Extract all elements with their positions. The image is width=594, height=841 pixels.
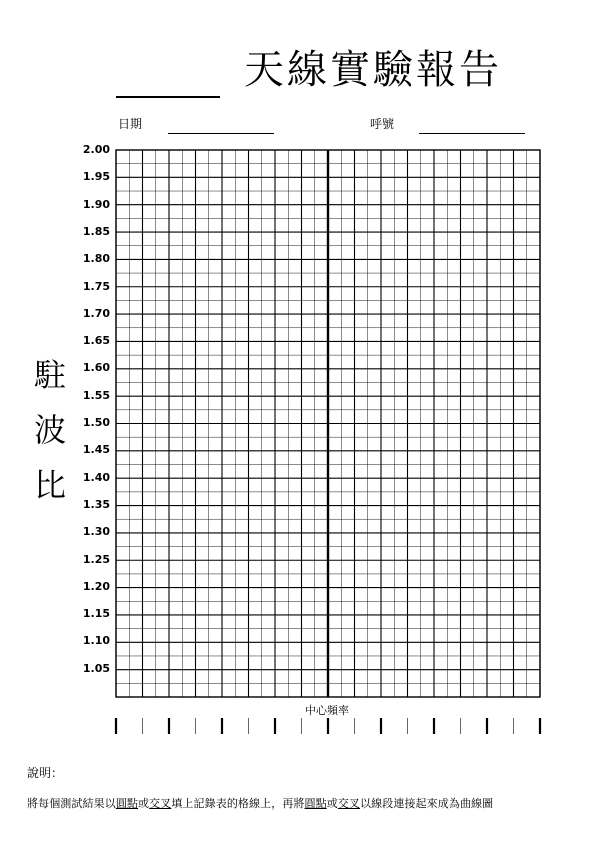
notes-emphasis: 交叉 <box>337 797 361 810</box>
notes-label: 說明： <box>27 766 64 780</box>
notes-emphasis: 圓點 <box>115 797 139 810</box>
notes-fragment: 以線段連接起來成為曲線圖 <box>360 797 494 810</box>
y-tick-label: 1.60 <box>82 361 110 375</box>
page-title: 天線實驗報告 <box>244 47 502 93</box>
y-tick-label: 1.75 <box>82 279 110 293</box>
y-tick-label: 1.05 <box>82 661 110 675</box>
y-tick-label: 1.15 <box>82 607 110 621</box>
y-tick-label: 1.40 <box>82 470 110 484</box>
y-tick-label: 1.35 <box>82 497 110 511</box>
y-tick-label: 1.30 <box>82 525 110 539</box>
y-axis-label-char: 駐 <box>33 356 66 394</box>
notes-fragment: 將每個測試結果以 <box>27 797 116 810</box>
callsign-label: 呼號 <box>370 117 395 131</box>
date-label: 日期 <box>118 117 143 131</box>
y-axis-label-char: 波 <box>33 411 66 449</box>
notes-fragment: 或 <box>138 797 150 810</box>
y-tick-label: 1.70 <box>82 306 110 320</box>
y-tick-label: 1.10 <box>82 634 110 648</box>
x-axis-label: 中心頻率 <box>305 704 349 717</box>
notes-fragment: 或 <box>326 797 338 810</box>
y-tick-label: 1.65 <box>82 334 110 348</box>
y-tick-label: 1.55 <box>82 388 110 402</box>
y-axis-label-char: 比 <box>33 466 66 504</box>
y-tick-label: 1.50 <box>82 416 110 429</box>
notes-text <box>27 797 493 811</box>
y-tick-label: 1.85 <box>82 224 110 238</box>
notes-emphasis: 交叉 <box>149 797 172 810</box>
notes-emphasis: 圓點 <box>304 797 327 810</box>
y-tick-label: 2.00 <box>82 143 110 156</box>
y-tick-label: 1.25 <box>82 552 110 566</box>
y-tick-label: 1.90 <box>82 197 110 211</box>
y-tick-label: 1.45 <box>82 443 110 457</box>
notes-fragment: 填上記錄表的格線上，再將 <box>171 797 305 810</box>
y-tick-label: 1.80 <box>82 252 110 266</box>
y-tick-label: 1.95 <box>82 170 110 184</box>
y-tick-label: 1.20 <box>82 579 110 593</box>
